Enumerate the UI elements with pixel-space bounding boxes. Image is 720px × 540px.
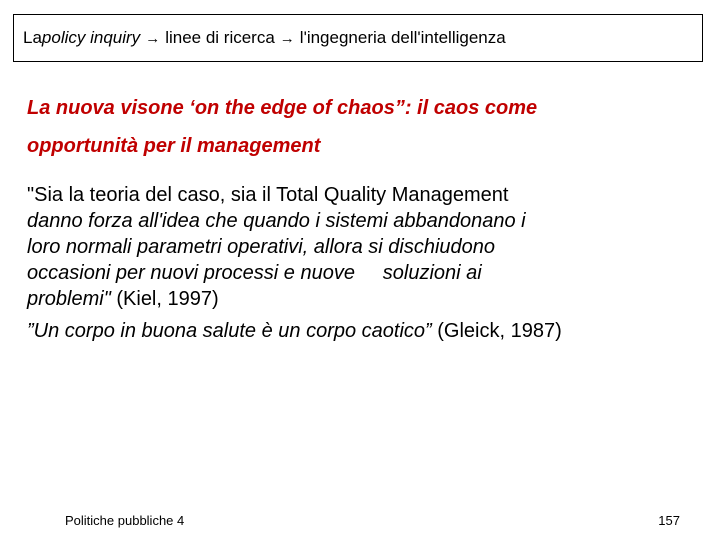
quote-kiel-line-4: occasioni per nuovi processi e nuove soluzioni ai bbox=[27, 262, 482, 284]
quote-kiel-line-3: loro normali parametri operativi, allora si dischiudono bbox=[27, 236, 495, 258]
footer-page-number: 157 bbox=[658, 513, 680, 528]
quote-gleick-text: ”Un corpo in buona salute è un corpo caotico” bbox=[27, 320, 432, 342]
quote-kiel-line-5 bbox=[27, 286, 707, 312]
quote-gleick-citation: (Gleick, 1987) bbox=[431, 320, 562, 342]
arrow-right-icon: → bbox=[279, 29, 295, 47]
quote-kiel-line-2: danno forza all'idea che quando i sistemi abbandonano i bbox=[27, 210, 526, 232]
quote-kiel-end: problemi" bbox=[27, 288, 111, 310]
subtitle-line-1: La nuova visone ‘on the edge of chaos”: il caos come bbox=[27, 97, 538, 119]
header-box bbox=[13, 14, 703, 62]
header-text-linee-di-ricerca: linee di ricerca bbox=[165, 28, 275, 47]
header-text-policy-inquiry: policy inquiry bbox=[41, 28, 141, 47]
slide-subtitle bbox=[27, 89, 707, 165]
footer-course-label: Politiche pubbliche 4 bbox=[65, 513, 185, 528]
quote-gleick bbox=[27, 318, 707, 344]
quote-kiel-citation: (Kiel, 1997) bbox=[110, 288, 219, 310]
header-text-ingegneria: l'ingegneria dell'intelligenza bbox=[299, 28, 506, 47]
quote-kiel bbox=[27, 182, 707, 312]
arrow-right-icon: → bbox=[145, 29, 161, 47]
header-text-la: La bbox=[23, 28, 42, 47]
quote-kiel-line-1: "Sia la teoria del caso, sia il Total Quality Management bbox=[27, 184, 509, 206]
subtitle-line-2: opportunità per il management bbox=[27, 135, 321, 157]
